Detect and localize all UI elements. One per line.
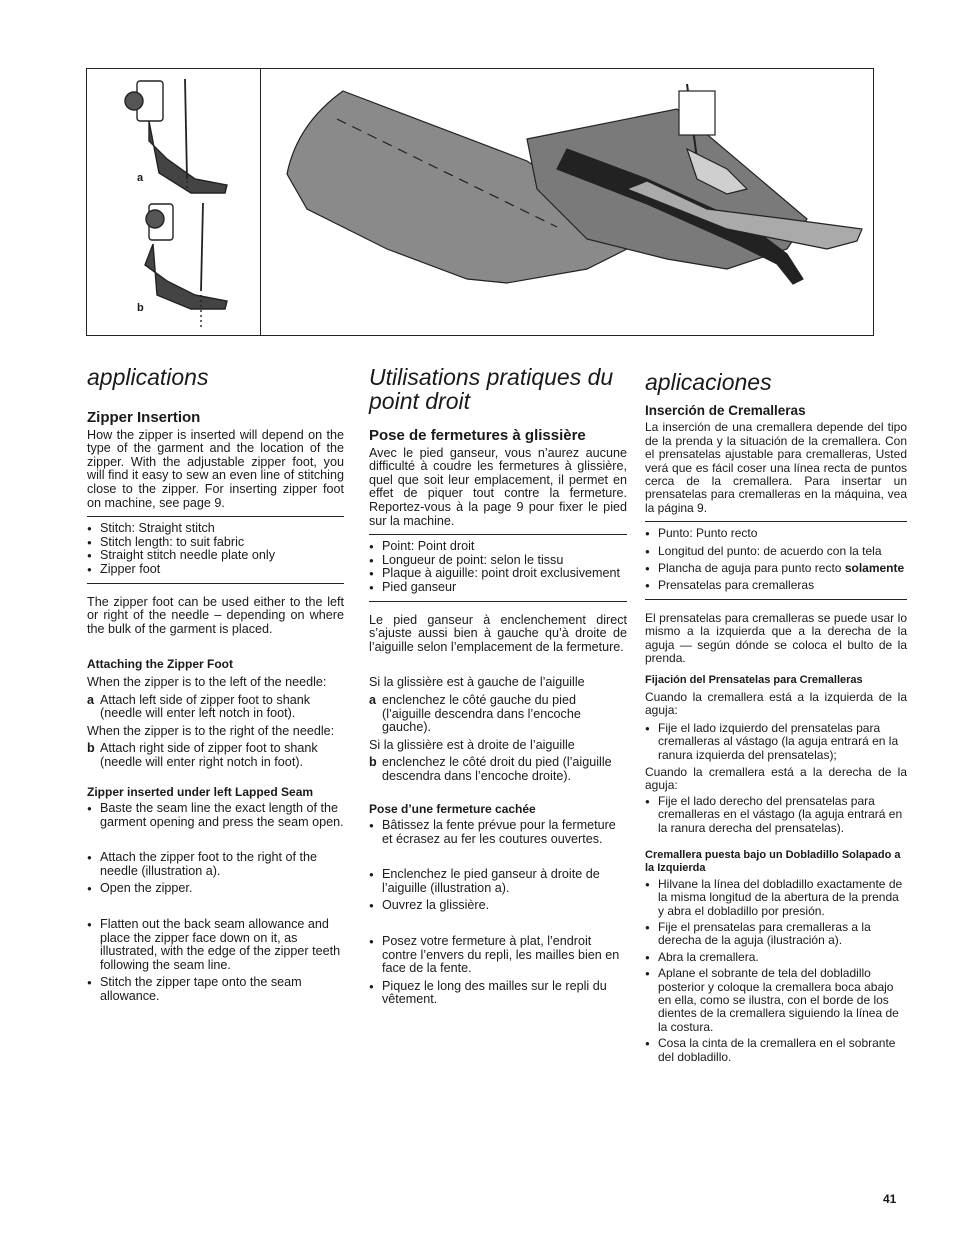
- french-hidden-list: [369, 819, 627, 1007]
- english-rule-bottom: [87, 583, 344, 584]
- french-left-intro: Si la glissière est à gauche de l’aiguille: [369, 675, 585, 690]
- spanish-lapped-step: ● Abra la cremallera.: [645, 951, 907, 964]
- spanish-lapped-heading: Cremallera puesta bajo un Dobladillo Solapado a la Izquierda: [645, 848, 901, 875]
- spanish-foot-note: El prensatelas para cremalleras se puede usar lo mismo a la izquierda que a la derecha de la aguja — según dónde se coloca el bulto de la prenda.: [645, 610, 907, 666]
- french-foot-note: Le pied ganseur à enclenchement direct s’ajuste aussi bien à gauche qu’à droite de l’aiguille selon l’emplacement de la fermeture.: [369, 612, 627, 654]
- english-setting: ● Stitch length: to suit fabric: [87, 536, 344, 550]
- spanish-left-intro: Cuando la cremallera está a la izquierda de la aguja:: [645, 689, 907, 718]
- spanish-title: aplicaciones: [645, 369, 772, 395]
- spanish-lapped-step: ● Hilvane la línea del dobladillo exactamente de la misma longitud de la abertura de la prenda y abra el dobladillo por presión.: [645, 878, 907, 918]
- french-hidden-step: ● Ouvrez la glissière.: [369, 899, 627, 913]
- spanish-setting: [645, 562, 907, 575]
- english-step-a-text: Attach left side of zipper foot to shank (needle will enter left notch in foot).: [100, 692, 311, 721]
- english-left-intro: When the zipper is to the left of the needle:: [87, 674, 327, 689]
- english-step-b-text: Attach right side of zipper foot to shank (needle will enter right notch in foot).: [100, 741, 318, 769]
- spanish-settings: [645, 527, 907, 593]
- step-letter-b: b: [369, 755, 377, 770]
- spanish-right-intro: Cuando la cremallera está a la derecha de la aguja:: [645, 764, 907, 793]
- spanish-step-a: ● Fije el lado izquierdo del prensatelas para cremalleras al vástago (la aguja entrará en la ranura izquierda del prensatelas);: [645, 722, 907, 762]
- french-hidden-step: ● Posez votre fermeture à plat, l’endroit contre l’envers du repli, les mailles bien en face de la fente.: [369, 935, 627, 976]
- french-rule-bottom: [369, 601, 627, 602]
- spanish-left-list: [645, 722, 907, 762]
- french-settings: [369, 540, 627, 594]
- french-setting: ● Plaque à aiguille: point droit exclusivement: [369, 567, 627, 581]
- spanish-setting-bold: solamente: [844, 561, 905, 576]
- french-setting: ● Point: Point droit: [369, 540, 627, 554]
- english-setting: ● Zipper foot: [87, 563, 344, 577]
- spanish-setting: ● Prensatelas para cremalleras: [645, 579, 907, 592]
- english-lapped-step: ● Flatten out the back seam allowance and place the zipper face down on it, as illustrated, with the edge of the zipper teeth following the seam line.: [87, 918, 344, 972]
- english-settings: [87, 522, 344, 576]
- french-step-a-text: enclenchez le côté gauche du pied (l’aiguille descendra dans l’encoche gauche).: [382, 692, 581, 735]
- illustration-panel: [86, 68, 874, 336]
- step-letter-a: a: [87, 692, 95, 707]
- english-foot-note: The zipper foot can be used either to the left or right of the needle – depending on where the bulk of the garment is placed.: [87, 594, 344, 636]
- english-lapped-heading: Zipper inserted under left Lapped Seam: [87, 785, 314, 800]
- french-right-intro: Si la glissière est à droite de l’aiguille: [369, 737, 575, 752]
- english-title: applications: [87, 364, 209, 390]
- english-attach-heading: Attaching the Zipper Foot: [87, 657, 233, 672]
- spanish-rule-top: [645, 521, 907, 522]
- step-letter-b: b: [87, 741, 95, 756]
- french-heading: Pose de fermetures à glissière: [369, 427, 586, 444]
- french-title: Utilisations pratiques du point droit: [369, 364, 614, 414]
- english-step-a: [87, 694, 344, 721]
- english-setting: ● Stitch: Straight stitch: [87, 522, 344, 536]
- spanish-right-list: [645, 795, 907, 835]
- french-hidden-step: ● Piquez le long des mailles sur le repli du vêtement.: [369, 980, 627, 1007]
- french-hidden-step: ● Enclenchez le pied ganseur à droite de l’aiguille (illustration a).: [369, 868, 627, 895]
- french-rule-top: [369, 534, 627, 535]
- label-b: b: [137, 302, 144, 314]
- french-step-b-text: enclenchez le côté droit du pied (l’aiguille descendra dans l’encoche droite).: [382, 755, 612, 783]
- spanish-setting: ● Longitud del punto: de acuerdo con la tela: [645, 545, 907, 558]
- english-column: [87, 365, 344, 1004]
- zipper-foot-illustration: [87, 69, 875, 337]
- english-lapped-list: [87, 802, 344, 1004]
- french-intro: Avec le pied ganseur, vous n’aurez aucune difficulté à coudre les fermetures à glissière, quel que soit leur emplacement, il permet en effet de piquer tout contre la fermeture. Reportez-vous à la page 9 pour fixer le pied sur la machine.: [369, 445, 627, 528]
- french-step-b: [369, 756, 627, 783]
- spanish-lapped-step: ● Fije el prensatelas para cremalleras a la derecha de la aguja (ilustración a).: [645, 921, 907, 948]
- french-setting: ● Pied ganseur: [369, 581, 627, 595]
- spanish-heading: Inserción de Cremalleras: [645, 403, 806, 418]
- french-setting: ● Longueur de point: selon le tissu: [369, 554, 627, 568]
- fabric-drawing: [287, 84, 862, 284]
- spanish-lapped-list: [645, 878, 907, 1064]
- english-lapped-step: ● Stitch the zipper tape onto the seam allowance.: [87, 976, 344, 1003]
- english-lapped-step: ● Baste the seam line the exact length of the garment opening and press the seam open.: [87, 802, 344, 829]
- spanish-step-b: ● Fije el lado derecho del prensatelas para cremalleras en el vástago (la aguja entrará en la ranura derecha del prensatelas).: [645, 795, 907, 835]
- spanish-setting-text: Plancha de aguja para punto recto: [658, 561, 842, 576]
- label-a: a: [137, 172, 144, 184]
- french-column: [369, 365, 627, 1007]
- zipper-foot-b-drawing: [145, 203, 227, 327]
- french-hidden-heading: Pose d’une fermeture cachée: [369, 802, 536, 817]
- spanish-attach-heading: Fijación del Prensatelas para Cremalleras: [645, 673, 863, 686]
- spanish-setting: ● Punto: Punto recto: [645, 527, 907, 540]
- french-hidden-step: ● Bâtissez la fente prévue pour la fermeture et écrasez au fer les coutures ouvertes.: [369, 819, 627, 846]
- english-lapped-step: ● Open the zipper.: [87, 882, 344, 896]
- spanish-lapped-step: ● Aplane el sobrante de tela del dobladillo posterior y coloque la cremallera boca abajo en ella, como se ilustra, con el borde de los dientes de la cremallera siguiendo la línea de la costura.: [645, 967, 907, 1034]
- spanish-lapped-step: ● Cosa la cinta de la cremallera en el sobrante del dobladillo.: [645, 1037, 907, 1064]
- french-step-a: [369, 694, 627, 735]
- english-rule-top: [87, 516, 344, 517]
- spanish-intro: La inserción de una cremallera depende del tipo de la prenda y la situación de la cremallera. Con el prensatelas ajustable para cremalleras, Usted verá que es fácil coser una línea recta de puntos cerca de la cremallera. Para insertar un prensatelas para cremalleras en la máquina, vea la página 9.: [645, 420, 907, 515]
- english-lapped-step: ● Attach the zipper foot to the right of the needle (illustration a).: [87, 851, 344, 878]
- step-letter-a: a: [369, 692, 377, 707]
- spanish-column: [645, 365, 907, 1064]
- english-right-intro: When the zipper is to the right of the needle:: [87, 723, 335, 738]
- page-number: 41: [883, 1192, 897, 1206]
- english-step-b: [87, 742, 344, 769]
- spanish-rule-bottom: [645, 599, 907, 600]
- english-heading: Zipper Insertion: [87, 409, 201, 426]
- english-setting: ● Straight stitch needle plate only: [87, 549, 344, 563]
- english-intro: How the zipper is inserted will depend on the type of the garment and the location of the zipper. With the adjustable zipper foot, you will find it easy to sew an even line of stitching close to the zipper. For inserting zipper foot on machine, see page 9.: [87, 427, 344, 510]
